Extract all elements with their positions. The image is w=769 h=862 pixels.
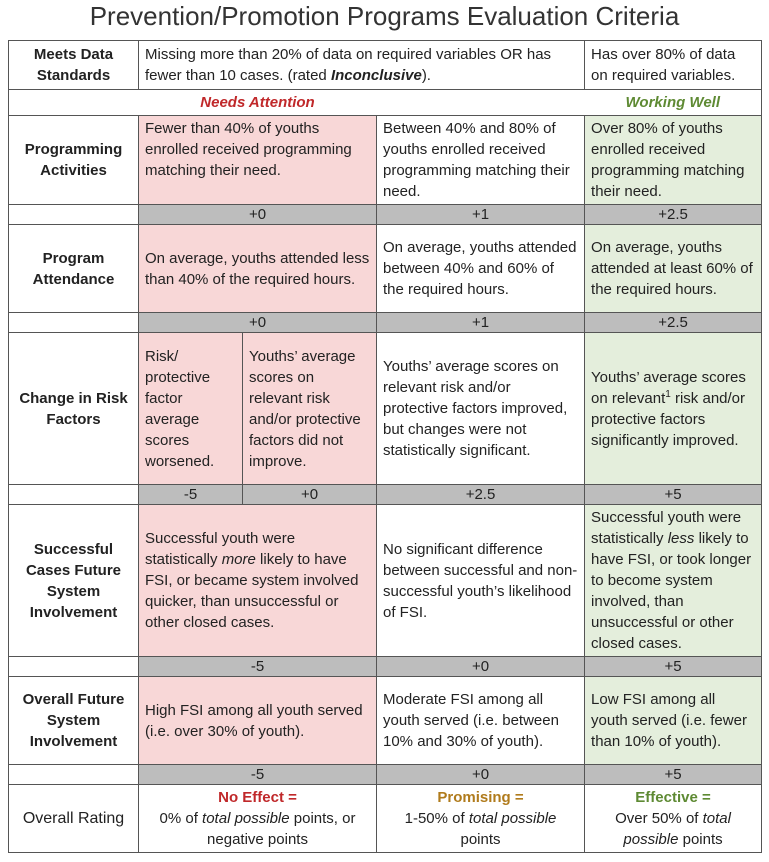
points-value: +5 bbox=[585, 657, 762, 677]
points-row bbox=[9, 205, 762, 225]
criterion-mid: Between 40% and 80% of youths enrolled received programming matching their need. bbox=[377, 116, 585, 205]
needs-attention-header: Needs Attention bbox=[139, 90, 377, 116]
rating-header-row bbox=[9, 90, 762, 116]
criterion-low: Successful youth were statistically more likely to have FSI, or became system involved quicker, than unsuccessful or other closed cases. bbox=[139, 505, 377, 657]
data-standards-label: Meets Data Standards bbox=[9, 41, 139, 90]
working-well-header: Working Well bbox=[585, 90, 762, 116]
points-value: +2.5 bbox=[585, 313, 762, 333]
criterion-label: Change in Risk Factors bbox=[9, 333, 139, 485]
points-value: +0 bbox=[377, 657, 585, 677]
points-row bbox=[9, 485, 762, 505]
criterion-low-not-improved: Youths’ average scores on relevant risk and/or protective factors did not improve. bbox=[243, 333, 377, 485]
criterion-low: On average, youths attended less than 40% of the required hours. bbox=[139, 225, 377, 313]
criterion-high: Youths’ average scores on relevant$^1$ risk and/or protective factors significantly improved. bbox=[585, 333, 762, 485]
rating-effective: Effective = Over 50% of total possible points bbox=[585, 785, 762, 853]
rating-no-effect: No Effect = 0% of total possible points, or negative points bbox=[139, 785, 377, 853]
data-standards-pass-text: Has over 80% of data on required variables. bbox=[585, 41, 762, 90]
criterion-low: Fewer than 40% of youths enrolled received programming matching their need. bbox=[139, 116, 377, 205]
points-value: +2.5 bbox=[377, 485, 585, 505]
criterion-high: Over 80% of youths enrolled received programming matching their need. bbox=[585, 116, 762, 205]
points-value: +5 bbox=[585, 485, 762, 505]
criterion-label: Overall Future System Involvement bbox=[9, 677, 139, 765]
points-row bbox=[9, 657, 762, 677]
points-row bbox=[9, 313, 762, 333]
footnote-marker: 1 bbox=[665, 388, 671, 400]
criterion-mid: On average, youths attended between 40% and 60% of the required hours. bbox=[377, 225, 585, 313]
rating-name: No Effect = bbox=[218, 789, 297, 806]
criteria-table bbox=[8, 40, 762, 853]
criterion-high: Low FSI among all youth served (i.e. fewer than 10% of youth). bbox=[585, 677, 762, 765]
criterion-mid: No significant difference between successful and non-successful youth’s likelihood of FSI. bbox=[377, 505, 585, 657]
points-value: +2.5 bbox=[585, 205, 762, 225]
rating-name: Promising = bbox=[437, 789, 524, 806]
data-standards-fail-text: Missing more than 20% of data on required variables OR has fewer than 10 cases. (rated Inconclusive). bbox=[139, 41, 585, 90]
points-value: +0 bbox=[377, 765, 585, 785]
criterion-mid: Moderate FSI among all youth served (i.e. between 10% and 30% of youth). bbox=[377, 677, 585, 765]
criterion-low-worsened: Risk/ protective factor average scores worsened. bbox=[139, 333, 243, 485]
points-value: +1 bbox=[377, 205, 585, 225]
points-row bbox=[9, 765, 762, 785]
criterion-row bbox=[9, 225, 762, 313]
criterion-row bbox=[9, 505, 762, 657]
points-value: +0 bbox=[139, 313, 377, 333]
criterion-low: High FSI among all youth served (i.e. over 30% of youth). bbox=[139, 677, 377, 765]
criterion-row bbox=[9, 677, 762, 765]
criterion-high: On average, youths attended at least 60% of the required hours. bbox=[585, 225, 762, 313]
points-value: +0 bbox=[139, 205, 377, 225]
points-value: +0 bbox=[243, 485, 377, 505]
criterion-row bbox=[9, 116, 762, 205]
criterion-label: Programming Activities bbox=[9, 116, 139, 205]
criterion-high: Successful youth were statistically less likely to have FSI, or took longer to become system involved, than unsuccessful or other closed cases. bbox=[585, 505, 762, 657]
overall-rating-row bbox=[9, 785, 762, 853]
points-value: -5 bbox=[139, 657, 377, 677]
rating-name: Effective = bbox=[635, 789, 711, 806]
page-title: Prevention/Promotion Programs Evaluation Criteria bbox=[89, 1, 680, 31]
points-value: +1 bbox=[377, 313, 585, 333]
overall-rating-label: Overall Rating bbox=[9, 785, 139, 853]
criterion-label: Program Attendance bbox=[9, 225, 139, 313]
criterion-mid: Youths’ average scores on relevant risk and/or protective factors improved, but changes were not statistically significant. bbox=[377, 333, 585, 485]
criterion-label: Successful Cases Future System Involvement bbox=[9, 505, 139, 657]
data-standards-row bbox=[9, 41, 762, 90]
criterion-row bbox=[9, 333, 762, 485]
points-value: -5 bbox=[139, 765, 377, 785]
rating-promising: Promising = 1-50% of total possible points bbox=[377, 785, 585, 853]
points-value: -5 bbox=[139, 485, 243, 505]
points-value: +5 bbox=[585, 765, 762, 785]
